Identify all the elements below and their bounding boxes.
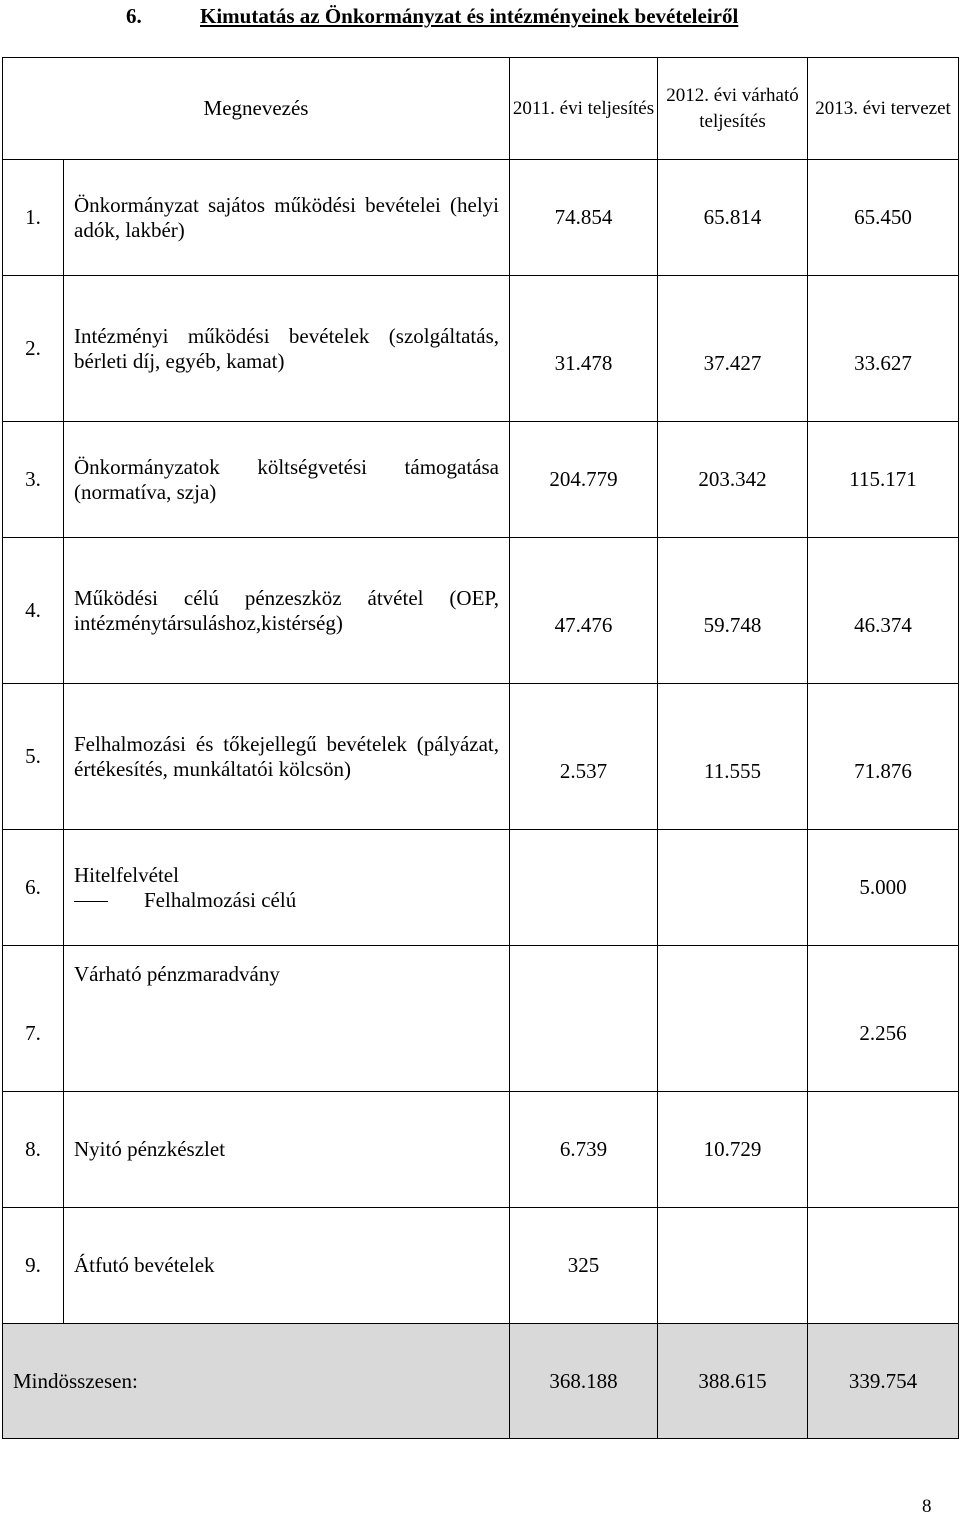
value-2013: 46.374 xyxy=(808,538,959,684)
header-name: Megnevezés xyxy=(3,58,510,160)
value-2012 xyxy=(658,946,808,1092)
row-number: 9. xyxy=(3,1208,64,1324)
value-2011: 6.739 xyxy=(510,1092,658,1208)
row-name: Várható pénzmaradvány xyxy=(64,946,510,1092)
value-2013 xyxy=(808,1092,959,1208)
row-name: Átfutó bevételek xyxy=(64,1208,510,1324)
table-row xyxy=(3,1208,959,1324)
table-row xyxy=(3,160,959,276)
total-2012: 388.615 xyxy=(658,1324,808,1439)
value-2013: 71.876 xyxy=(808,684,959,830)
value-2013: 2.256 xyxy=(808,946,959,1092)
dash-bullet xyxy=(74,901,108,902)
header-2011: 2011. évi teljesítés xyxy=(510,58,658,160)
table-row xyxy=(3,276,959,422)
table-row xyxy=(3,1092,959,1208)
value-2011 xyxy=(510,830,658,946)
heading-number: 6. xyxy=(126,4,142,28)
row-number: 5. xyxy=(3,684,64,830)
value-2013: 5.000 xyxy=(808,830,959,946)
row-name: Önkormányzatok költségvetési támogatása (normatíva, szja) xyxy=(64,422,510,538)
heading-title: Kimutatás az Önkormányzat és intézményeinek bevételeiről xyxy=(200,4,739,28)
value-2013: 65.450 xyxy=(808,160,959,276)
row-name: Hitelfelvétel xyxy=(74,862,179,887)
row-subitem-label: Felhalmozási célú xyxy=(144,887,297,912)
row-name: Működési célú pénzeszköz átvétel (OEP, intézménytársuláshoz,kistérség) xyxy=(64,538,510,684)
value-2013 xyxy=(808,1208,959,1324)
row-number: 1. xyxy=(3,160,64,276)
value-2011: 47.476 xyxy=(510,538,658,684)
row-number: 6. xyxy=(3,830,64,946)
page-heading xyxy=(126,4,738,29)
page-number: 8 xyxy=(922,1496,932,1517)
value-2011: 2.537 xyxy=(510,684,658,830)
total-2013: 339.754 xyxy=(808,1324,959,1439)
total-row xyxy=(3,1324,959,1439)
value-2012: 11.555 xyxy=(658,684,808,830)
row-name: Önkormányzat sajátos működési bevételei (helyi adók, lakbér) xyxy=(64,160,510,276)
value-2013: 33.627 xyxy=(808,276,959,422)
table-row xyxy=(3,538,959,684)
value-2012: 10.729 xyxy=(658,1092,808,1208)
table-header-row xyxy=(3,58,959,160)
row-number: 4. xyxy=(3,538,64,684)
table-row xyxy=(3,422,959,538)
value-2012: 65.814 xyxy=(658,160,808,276)
value-2012 xyxy=(658,1208,808,1324)
row-number: 3. xyxy=(3,422,64,538)
total-2011: 368.188 xyxy=(510,1324,658,1439)
revenue-table xyxy=(2,57,959,1439)
value-2013: 115.171 xyxy=(808,422,959,538)
row-name: Felhalmozási és tőkejellegű bevételek (pályázat, értékesítés, munkáltatói kölcsön) xyxy=(64,684,510,830)
value-2011: 31.478 xyxy=(510,276,658,422)
value-2011 xyxy=(510,946,658,1092)
table-row xyxy=(3,684,959,830)
total-label: Mindösszesen: xyxy=(3,1324,510,1439)
row-number: 7. xyxy=(3,946,64,1092)
value-2012: 59.748 xyxy=(658,538,808,684)
row-number: 2. xyxy=(3,276,64,422)
row-name: Intézményi működési bevételek (szolgáltatás, bérleti díj, egyéb, kamat) xyxy=(64,276,510,422)
value-2012: 203.342 xyxy=(658,422,808,538)
table-row xyxy=(3,946,959,1092)
value-2012: 37.427 xyxy=(658,276,808,422)
value-2012 xyxy=(658,830,808,946)
value-2011: 204.779 xyxy=(510,422,658,538)
header-2012: 2012. évi várható teljesítés xyxy=(658,58,808,160)
value-2011: 325 xyxy=(510,1208,658,1324)
row-name-cell xyxy=(64,830,510,946)
row-name: Nyitó pénzkészlet xyxy=(64,1092,510,1208)
table-row xyxy=(3,830,959,946)
value-2011: 74.854 xyxy=(510,160,658,276)
row-subitem xyxy=(74,888,499,913)
header-2013: 2013. évi tervezet xyxy=(808,58,959,160)
row-number: 8. xyxy=(3,1092,64,1208)
